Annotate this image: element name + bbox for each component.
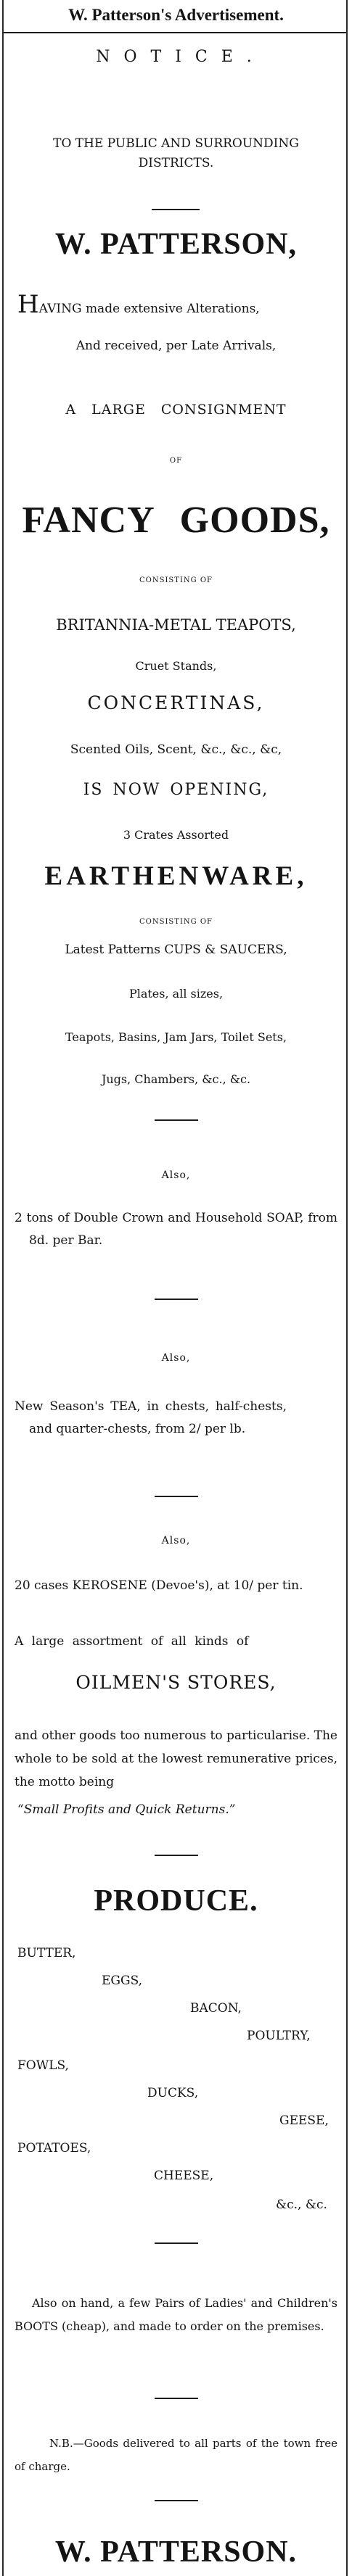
- produce-heading: PRODUCE.: [94, 1884, 258, 1918]
- produce-etc: &c., &c.: [276, 2198, 327, 2212]
- divider-2: [155, 1119, 198, 1121]
- footer-business-name: W. PATTERSON.: [54, 2535, 298, 2569]
- received-line: And received, per Late Arrivals,: [75, 339, 277, 353]
- divider-1: [152, 209, 200, 210]
- also-2: Also,: [161, 1352, 191, 1364]
- earthenware-heading: EARTHENWARE,: [44, 861, 308, 891]
- right-column-rule: [346, 0, 348, 2576]
- produce-potatoes: POTATOES,: [17, 2141, 91, 2155]
- consisting-of-2: CONSISTING OF: [139, 918, 213, 926]
- produce-poultry: POULTRY,: [247, 2029, 311, 2043]
- having-text: AVING made extensive Alterations,: [38, 302, 260, 316]
- left-column-rule: [2, 0, 4, 2576]
- delivery-note: N.B.—Goods delivered to all parts of the town free of charge.: [15, 2437, 337, 2473]
- business-name: W. PATTERSON,: [54, 228, 298, 261]
- produce-butter: BUTTER,: [17, 1946, 76, 1960]
- divider-8: [155, 2500, 198, 2501]
- header-rule: [4, 32, 346, 33]
- now-opening-line: IS NOW OPENING,: [83, 781, 269, 799]
- oilmens-stores: OILMEN'S STORES,: [75, 1672, 277, 1693]
- scented-line: Scented Oils, Scent, &c., &c., &c,: [70, 742, 282, 757]
- produce-fowls: FOWLS,: [17, 2058, 69, 2073]
- other-goods-paragraph: and other goods too numerous to particularise. The whole to be sold at the lowest remunerative prices, the motto being: [15, 1728, 337, 1789]
- consisting-of-1: CONSISTING OF: [139, 576, 213, 584]
- concertinas-line: CONCERTINAS,: [87, 692, 265, 713]
- britannia-line: BRITANNIA-METAL TEAPOTS,: [56, 616, 296, 634]
- divider-4: [155, 1496, 198, 1497]
- also-3: Also,: [161, 1535, 191, 1546]
- kerosene-paragraph: 20 cases KEROSENE (Devoe's), at 10/ per tin.: [15, 1578, 303, 1593]
- produce-eggs: EGGS,: [102, 1974, 143, 1988]
- drop-cap: H: [17, 290, 39, 319]
- jugs-line: Jugs, Chambers, &c., &c.: [101, 1072, 251, 1086]
- divider-5: [155, 1855, 198, 1856]
- to-public-line: TO THE PUBLIC AND SURROUNDING DISTRICTS.: [53, 136, 299, 170]
- tea-paragraph: New Season's TEA, in chests, half-chests, and quarter-chests, from 2/ per lb.: [15, 1399, 287, 1436]
- teapots-line: Teapots, Basins, Jam Jars, Toilet Sets,: [65, 1030, 287, 1044]
- cruet-line: Cruet Stands,: [135, 659, 217, 673]
- plates-line: Plates, all sizes,: [128, 987, 224, 1001]
- fancy-goods-heading: FANCY GOODS,: [22, 500, 330, 541]
- divider-7: [155, 2398, 198, 2399]
- produce-geese: GEESE,: [279, 2113, 329, 2128]
- crates-line: 3 Crates Assorted: [123, 828, 229, 842]
- divider-3: [155, 1299, 198, 1300]
- cups-saucers-line: Latest Patterns CUPS & SAUCERS,: [65, 943, 287, 957]
- produce-bacon: BACON,: [190, 2001, 242, 2016]
- large-consignment: A LARGE CONSIGNMENT: [65, 402, 287, 418]
- soap-paragraph: 2 tons of Double Crown and Household SOAP, from 8d. per Bar.: [15, 1211, 337, 1248]
- motto-line: “Small Profits and Quick Returns.”: [17, 1802, 236, 1817]
- notice-heading: N O T I C E .: [96, 48, 256, 66]
- produce-ducks: DUCKS,: [147, 2086, 199, 2100]
- of-line: OF: [169, 457, 183, 465]
- divider-6: [155, 2242, 198, 2244]
- also-1: Also,: [161, 1169, 191, 1181]
- produce-cheese: CHEESE,: [154, 2169, 214, 2183]
- assortment-line: A large assortment of all kinds of: [15, 1634, 249, 1649]
- boots-paragraph: Also on hand, a few Pairs of Ladies' and Children's BOOTS (cheap), and made to order on the premises.: [15, 2296, 337, 2333]
- advertisement-header: W. Patterson's Advertisement.: [68, 6, 284, 24]
- having-line: [15, 290, 337, 319]
